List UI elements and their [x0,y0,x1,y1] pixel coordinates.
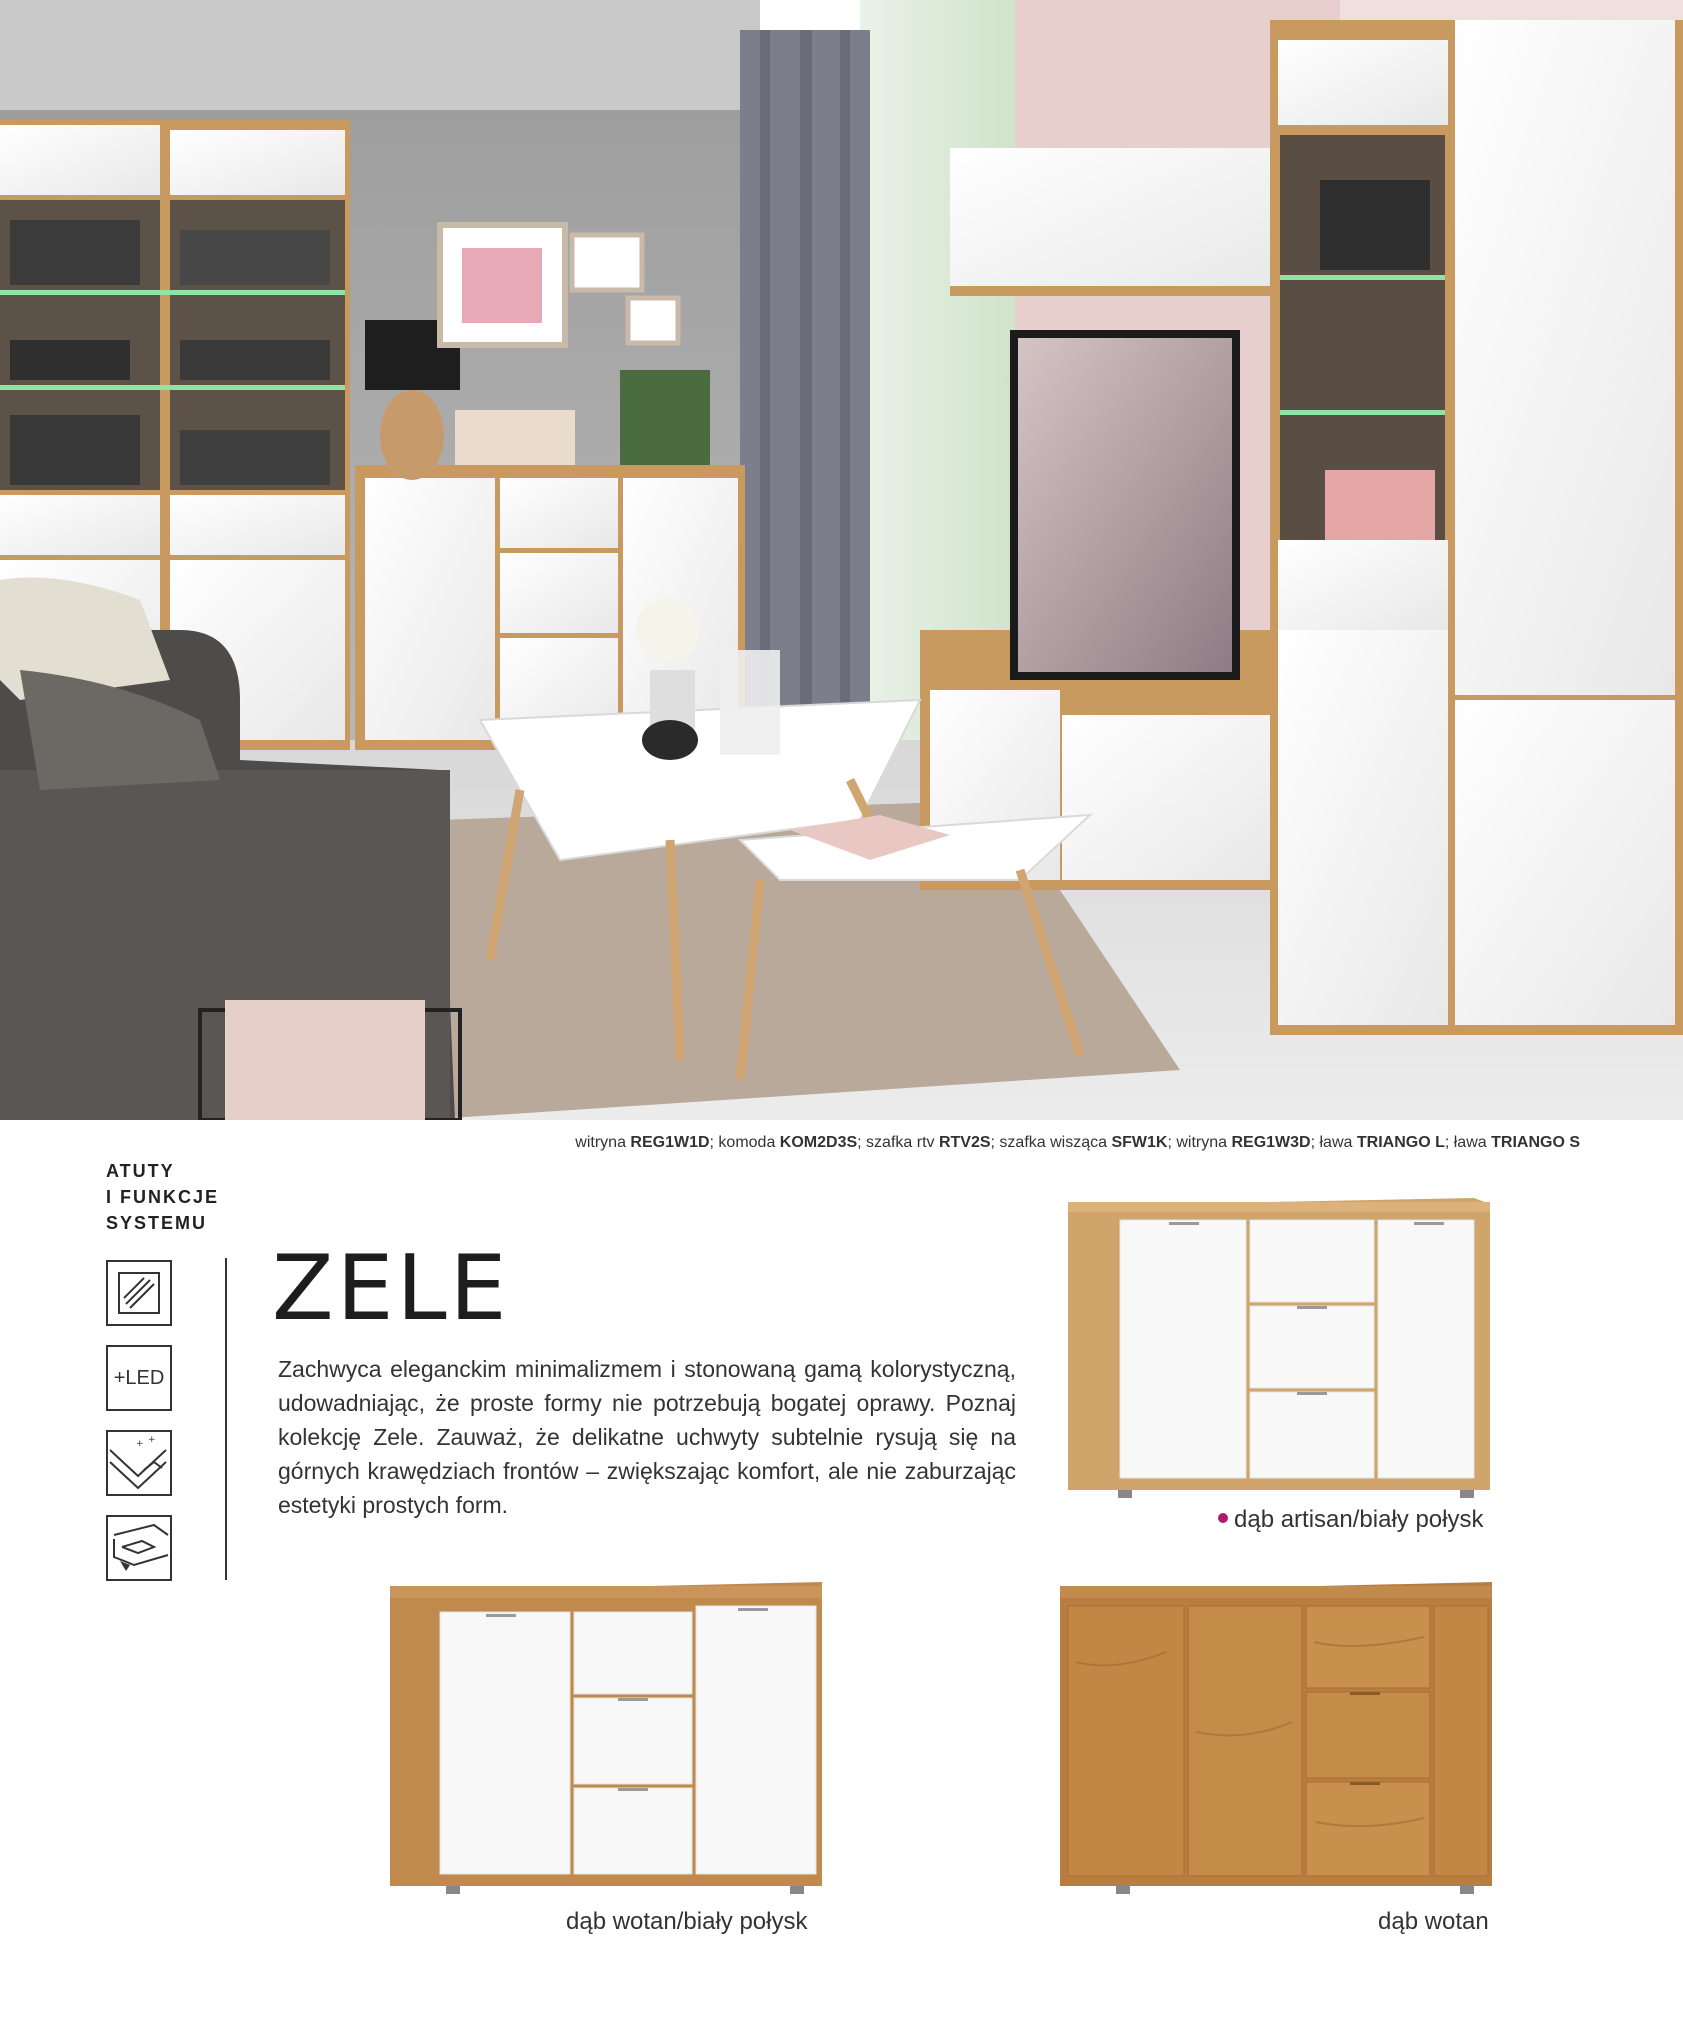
caption-code: SFW1K [1111,1134,1168,1151]
product-title: ZELE [272,1236,510,1341]
variant-label-text: dąb wotan/biały połysk [566,1908,808,1935]
caption-code: REG1W1D [630,1134,710,1151]
caption-part: ; witryna [1167,1134,1232,1151]
caption-code: RTV2S [938,1134,991,1151]
features-heading-line: I FUNKCJE [106,1187,220,1207]
caption-part: ; szafka rtv [857,1134,939,1151]
drawer-runner-icon [106,1515,172,1581]
soft-edge-handle-icon [106,1430,172,1496]
svg-text:+: + [136,1439,144,1449]
caption-part: ; ława [1310,1134,1357,1151]
caption-part: ; szafka wisząca [990,1134,1112,1151]
variant-label [1218,1506,1483,1534]
product-image-artisan-white [1064,1198,1494,1513]
variant-label [1378,1908,1489,1936]
caption-code: TRIANGO S [1491,1134,1580,1151]
high-gloss-icon [106,1260,172,1326]
caption-code: KOM2D3S [779,1134,858,1151]
led-label: +LED [113,1367,165,1389]
variant-label-text: dąb wotan [1378,1908,1489,1935]
caption-code: REG1W3D [1231,1134,1311,1151]
features-heading-line: SYSTEMU [106,1213,208,1233]
new-marker-dot [1218,1513,1228,1523]
caption-part: witryna [575,1134,631,1151]
photo-caption [470,1134,1580,1152]
led-icon [106,1345,172,1411]
features-heading [106,1158,219,1236]
caption-code: TRIANGO L [1356,1134,1445,1151]
product-description: Zachwyca eleganckim minimalizmem i stonowaną gamą kolorystyczną, udowadniając, że proste formy nie potrzebują bogatej oprawy. Poznaj kolekcję Zele. Zauważ, że delikatne uchwyty subtelnie rysują się na górnych krawędziach frontów – zwiększając komfort, ale nie zaburzając estetyki prostych form. [278,1356,1016,1518]
product-image-wotan-white [386,1582,826,1907]
product-image-wotan [1056,1582,1496,1907]
variant-label [566,1908,807,1936]
svg-text:+: + [148,1435,156,1445]
caption-part: ; komoda [709,1134,780,1151]
features-heading-line: ATUTY [106,1161,175,1181]
caption-part: ; ława [1444,1134,1492,1151]
variant-label-text: dąb artisan/biały połysk [1234,1506,1484,1533]
divider-line [225,1258,227,1580]
